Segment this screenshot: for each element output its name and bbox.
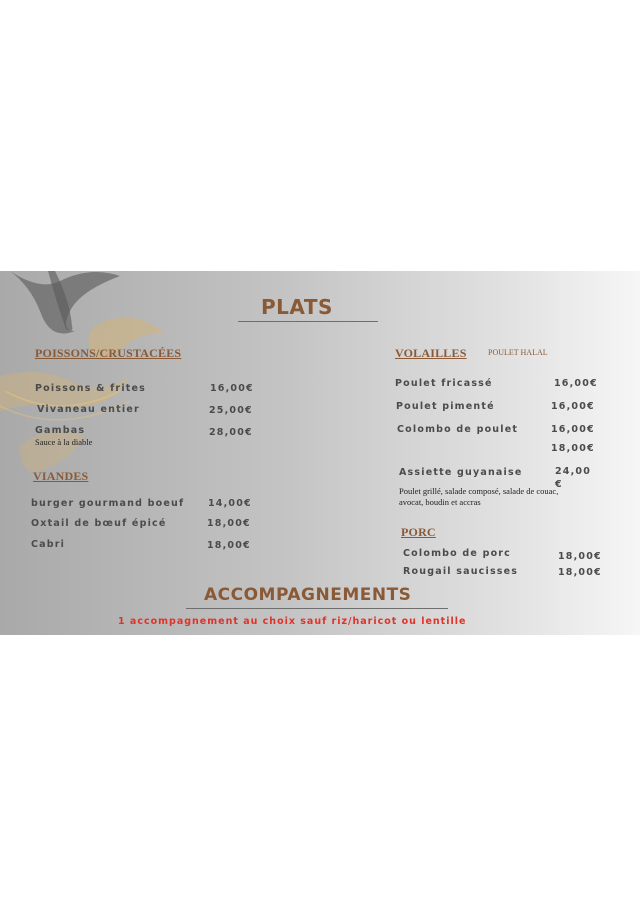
poissons-heading: POISSONS/CRUSTACÉES [35,346,182,360]
poissons-price-3: 28,00€ [209,427,253,438]
volailles-price-3b: 18,00€ [551,443,595,454]
poissons-item-2: Vivaneau entier [37,404,140,415]
porc-price-2: 18,00€ [558,567,602,578]
volailles-heading: VOLAILLES [395,346,467,360]
plats-title: PLATS [261,295,333,319]
accompagnements-title: ACCOMPAGNEMENTS [204,585,412,605]
poissons-item-3: Gambas [35,425,86,436]
volailles-price-1: 16,00€ [554,378,598,389]
accompagnements-note: 1 accompagnement au choix sauf riz/haricot ou lentille [118,616,467,627]
volailles-desc-4: Poulet grillé, salade composé, salade de couac, avocat, boudin et accras [399,486,559,507]
volailles-item-1: Poulet fricassé [395,378,493,389]
volailles-item-3: Colombo de poulet [397,424,519,435]
volailles-tag: POULET HALAL [488,348,548,357]
viandes-price-3: 18,00€ [207,540,251,551]
porc-item-1: Colombo de porc [403,548,512,559]
porc-price-1: 18,00€ [558,551,602,562]
volailles-price-3: 16,00€ [551,424,595,435]
volailles-item-4: Assiette guyanaise [399,467,523,478]
menu-board [0,271,640,635]
volailles-price-2: 16,00€ [551,401,595,412]
viandes-item-2: Oxtail de bœuf épicé [31,518,167,529]
poissons-desc-3: Sauce à la diable [35,437,93,447]
viandes-price-2: 18,00€ [207,518,251,529]
accompagnements-underline [186,608,448,609]
poissons-price-2: 25,00€ [209,405,253,416]
porc-heading: PORC [401,525,436,539]
porc-item-2: Rougail saucisses [403,566,519,577]
plats-underline [238,321,378,322]
volailles-price-4: 24,00 € [555,466,592,490]
viandes-price-1: 14,00€ [208,498,252,509]
poissons-item-1: Poissons & frites [35,383,147,394]
poissons-price-1: 16,00€ [210,383,254,394]
viandes-heading: VIANDES [33,469,89,483]
volailles-item-2: Poulet pimenté [396,401,495,412]
viandes-item-3: Cabri [31,539,66,550]
viandes-item-1: burger gourmand boeuf [31,498,185,509]
